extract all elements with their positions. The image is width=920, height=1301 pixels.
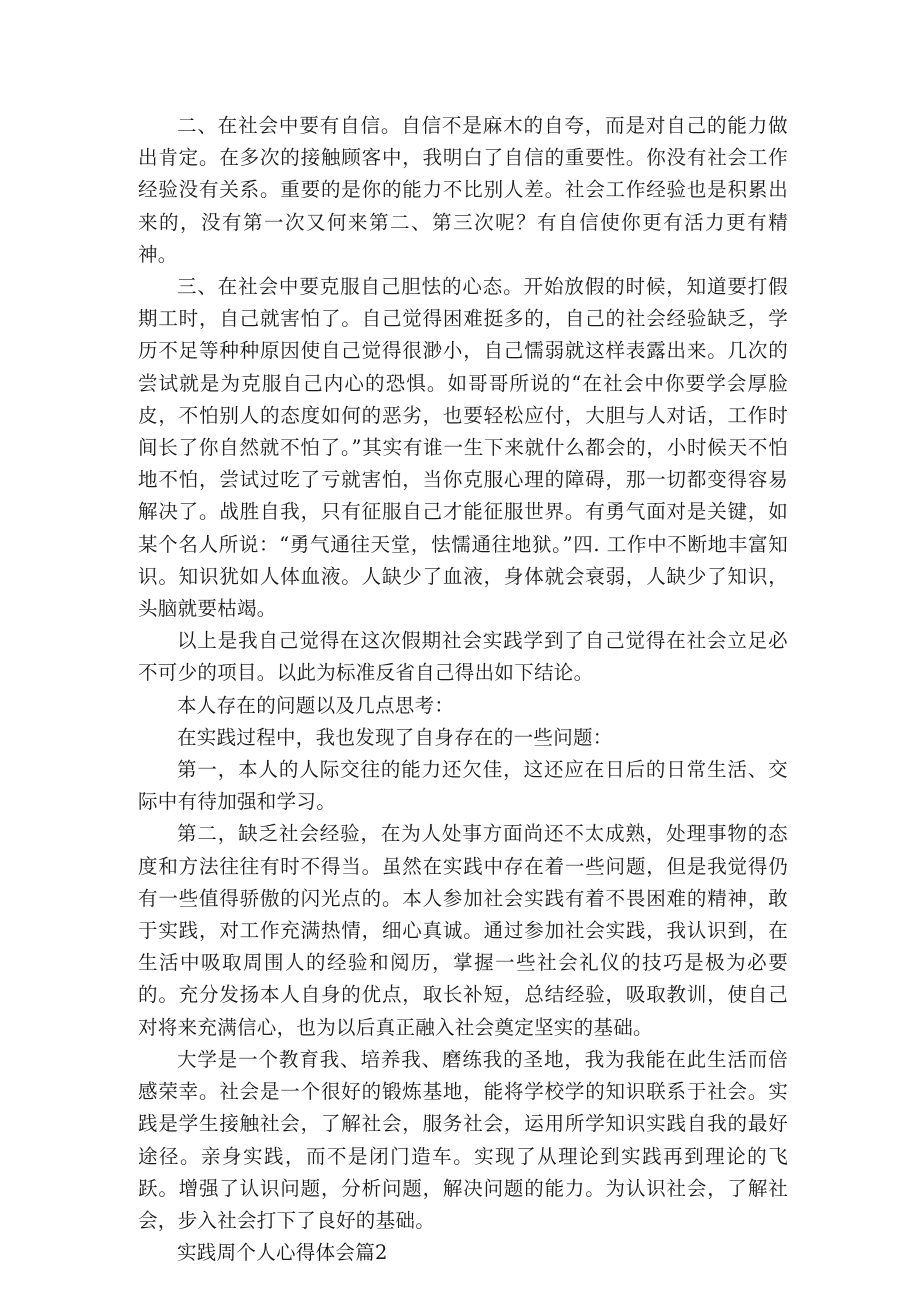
section-title-part-2: 实践周个人心得体会篇2: [177, 1241, 388, 1265]
paragraph-first-problem: 第一，本人的人际交往的能力还欠佳，这还应在日后的日常生活、交际中有待加强和学习。: [138, 758, 788, 814]
document-body: [138, 110, 788, 1269]
paragraph-problems-intro: 在实践过程中，我也发现了自身存在的一些问题：: [177, 725, 613, 749]
paragraph-second-problem: 第二，缺乏社会经验，在为人处事方面尚还不太成熟，处理事物的态度和方法往往有时不得当。虽然在实践中存在着一些问题，但是我觉得仍有一些值得骄傲的闪光点的。本人参加社会实践有着不畏困难的精神，敢于实践，对工作充满热情，细心真诚。通过参加社会实践，我认识到，在生活中吸取周围人的经验和阅历，掌握一些社会礼仪的技巧是极为必要的。充分发扬本人自身的优点，取长补短，总结经验，吸取教训，使自己对将来充满信心，也为以后真正融入社会奠定坚实的基础。: [138, 822, 788, 1039]
paragraph-summary: 以上是我自己觉得在这次假期社会实践学到了自己觉得在社会立足必不可少的项目。以此为标准反省自己得出如下结论。: [138, 629, 788, 685]
paragraph-university: 大学是一个教育我、培养我、磨练我的圣地，我为我能在此生活而倍感荣幸。社会是一个很好的锻炼基地，能将学校学的知识联系于社会。实践是学生接触社会，了解社会，服务社会，运用所学知识实践自我的最好途径。亲身实践，而不是闭门造车。实现了从理论到实践再到理论的飞跃。增强了认识问题，分析问题，解决问题的能力。为认识社会，了解社会，步入社会打下了良好的基础。: [138, 1047, 788, 1232]
paragraph-overcome-timidity: 三、在社会中要克服自己胆怯的心态。开始放假的时候，知道要打假期工时，自己就害怕了。自己觉得困难挺多的，自己的社会经验缺乏，学历不足等种种原因使自己觉得很渺小，自己懦弱就这样表露出来。几次的尝试就是为克服自己内心的恐惧。如哥哥所说的“在社会中你要学会厚脸皮，不怕别人的态度如何的恶劣，也要轻松应付，大胆与人对话，工作时间长了你自然就不怕了。”其实有谁一生下来就什么都会的，小时候天不怕地不怕，尝试过吃了亏就害怕，当你克服心理的障碍，那一切都变得容易解决了。战胜自我，只有征服自己才能征服世界。有勇气面对是关键，如某个名人所说：“勇气通往天堂，怯懦通往地狱。”四. 工作中不断地丰富知识。知识犹如人体血液。人缺少了血液，身体就会衰弱，人缺少了知识，头脑就要枯竭。: [138, 275, 788, 621]
paragraph-problems-heading: 本人存在的问题以及几点思考：: [177, 693, 455, 717]
paragraph-self-confidence: 二、在社会中要有自信。自信不是麻木的自夸，而是对自己的能力做出肯定。在多次的接触顾客中，我明白了自信的重要性。你没有社会工作经验没有关系。重要的是你的能力不比别人差。社会工作经验也是积累出来的，没有第一次又何来第二、第三次呢？有自信使你更有活力更有精神。: [138, 114, 788, 266]
